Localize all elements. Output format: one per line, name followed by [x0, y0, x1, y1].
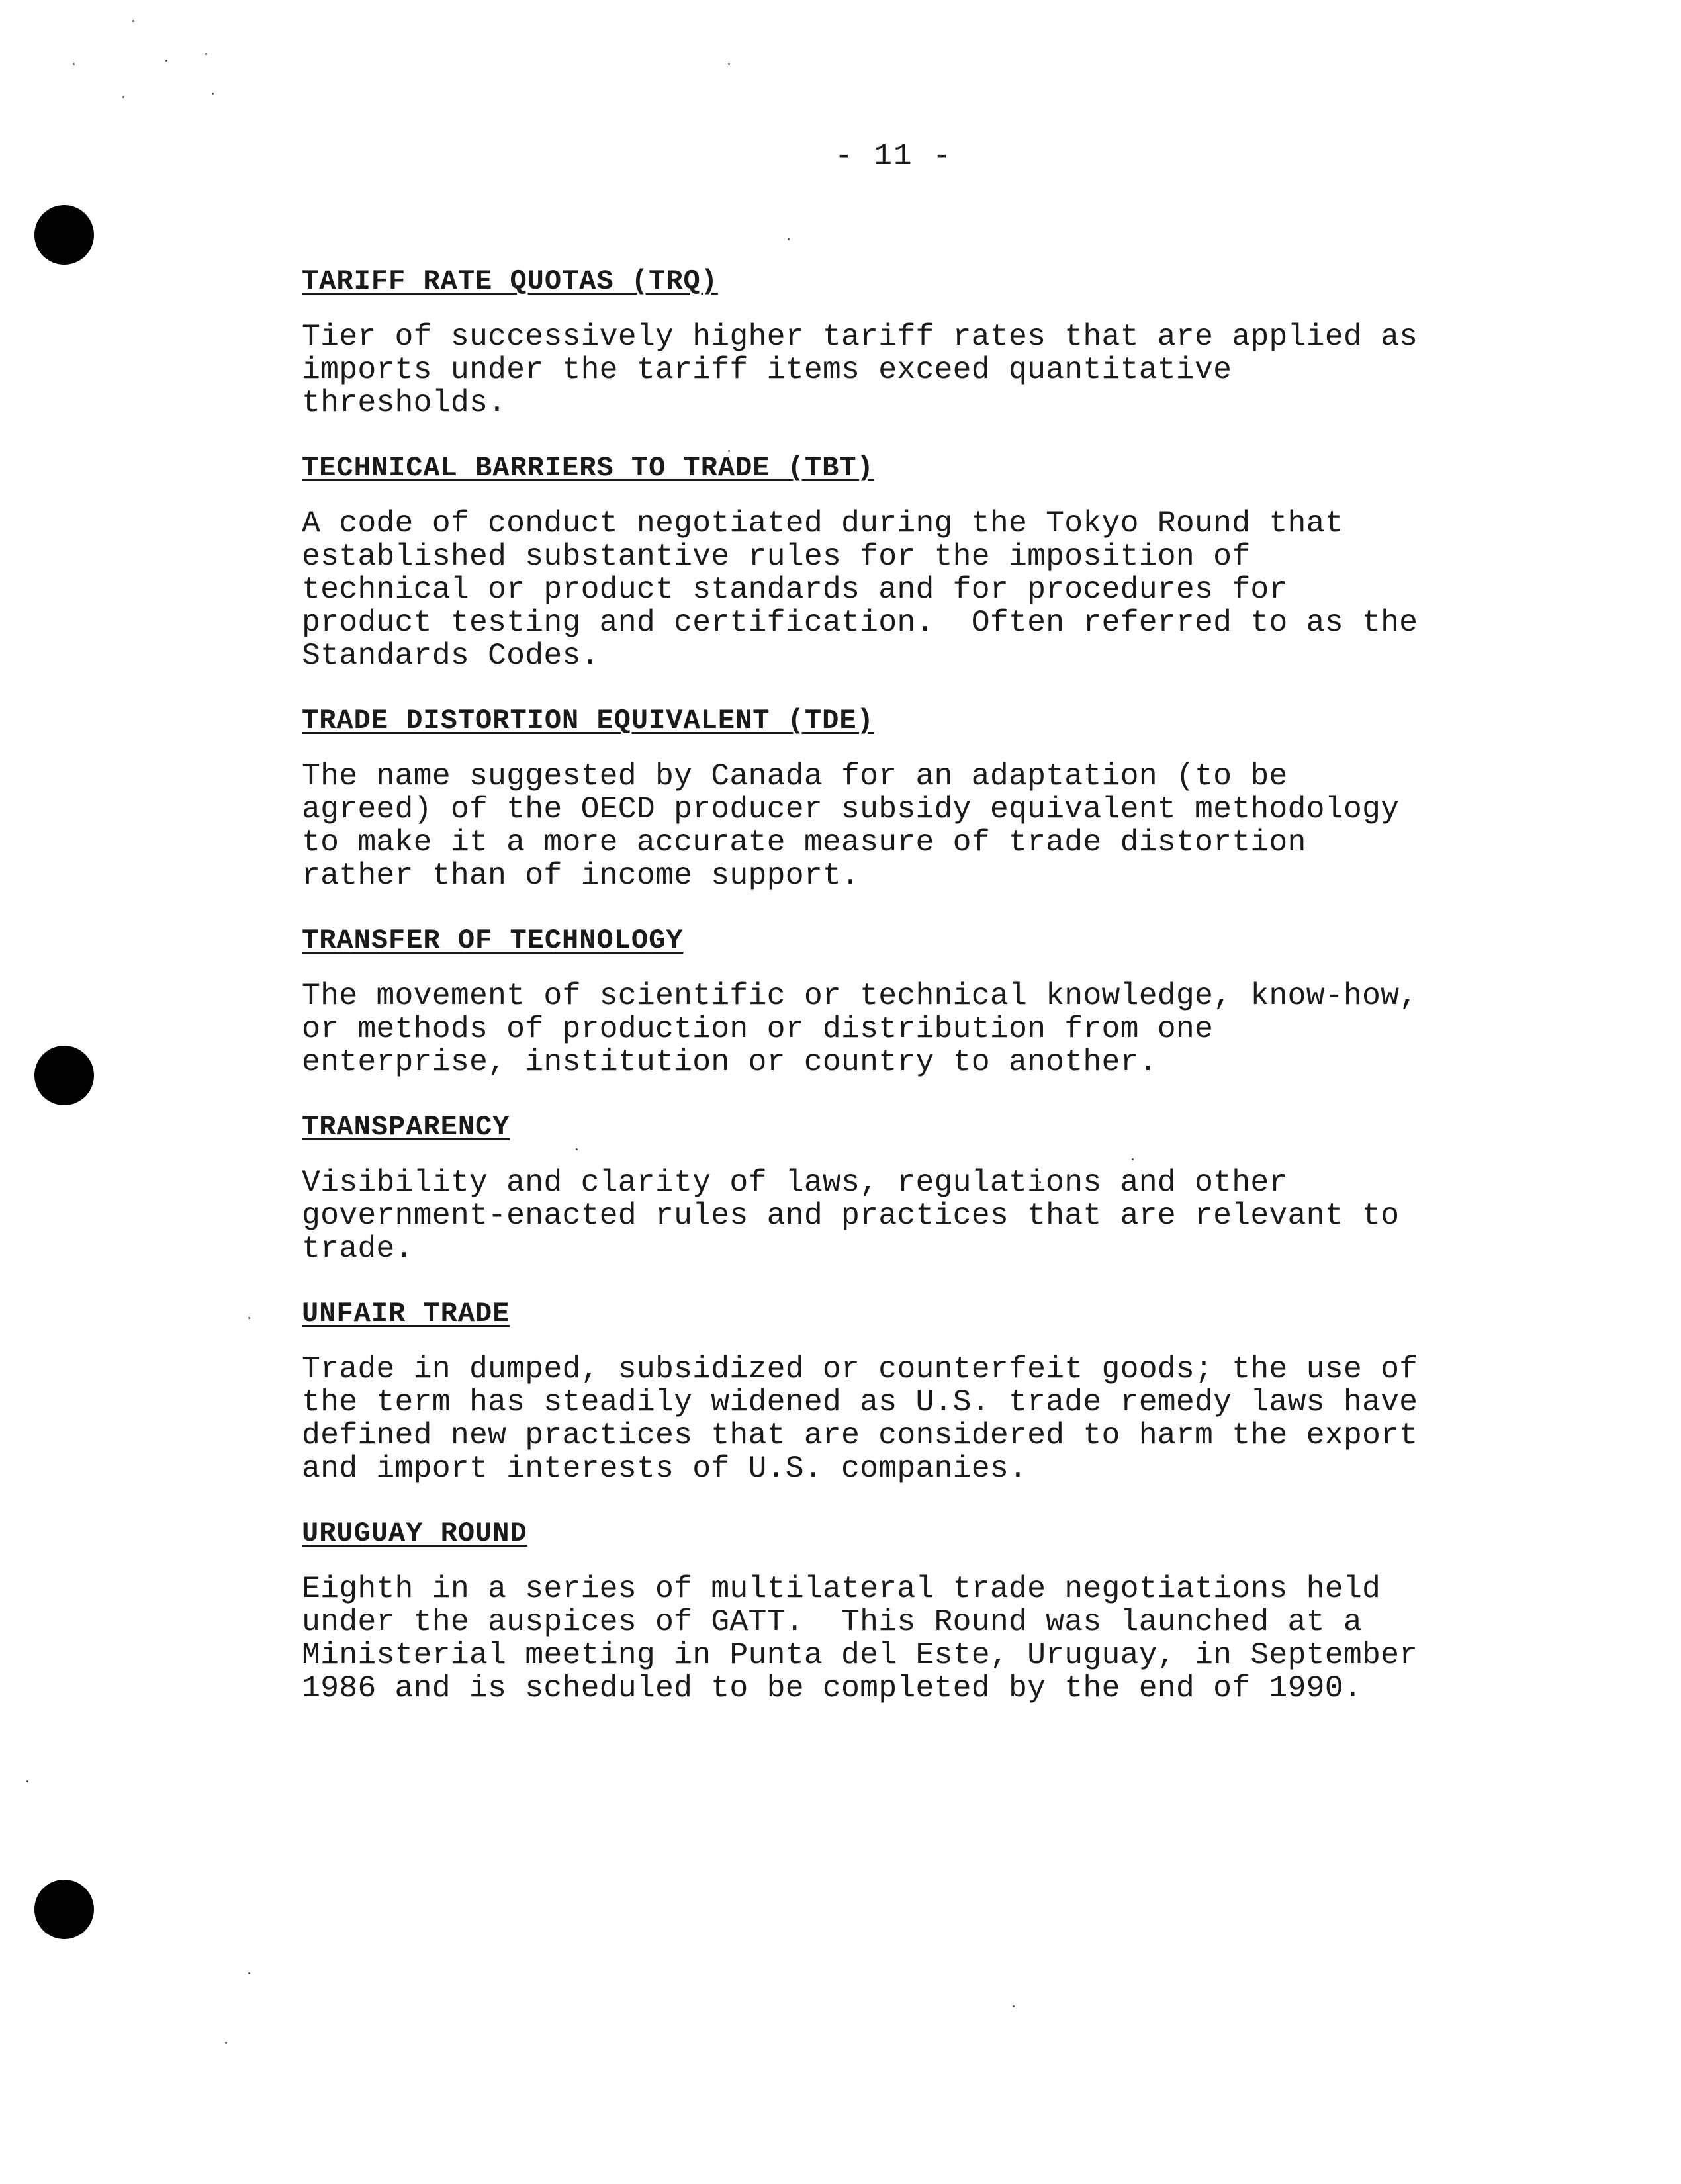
punch-hole-bottom [34, 1880, 94, 1939]
glossary-entry-unfair-trade [302, 1297, 1480, 1485]
glossary-term: TECHNICAL BARRIERS TO TRADE (TBT) [302, 452, 874, 484]
glossary-definition: A code of conduct negotiated during the Tokyo Round that established substantive rules for the imposition of technical or product standards and for procedures for product testing and certification. Often referred to as the Standards Codes. [302, 506, 1418, 673]
glossary-definition: The name suggested by Canada for an adaptation (to be agreed) of the OECD producer subsidy equivalent methodology to make it a more accurate measure of trade distortion rather than of income support. [302, 758, 1400, 893]
punch-hole-middle [34, 1046, 94, 1105]
glossary-term: TARIFF RATE QUOTAS (TRQ) [302, 265, 718, 297]
glossary-definition: The movement of scientific or technical knowledge, know-how, or methods of production or distribution from one enterprise, institution or country to another. [302, 978, 1418, 1079]
scan-speck [248, 1972, 250, 1974]
glossary-entry-uruguay-round [302, 1517, 1480, 1705]
scan-speck [132, 20, 134, 22]
scan-speck [26, 1780, 28, 1782]
glossary-definition: Trade in dumped, subsidized or counterfeit goods; the use of the term has steadily widened as U.S. trade remedy laws have defined new practices that are considered to harm the export and import interests of U.S. companies. [302, 1351, 1418, 1486]
glossary-definition: Tier of successively higher tariff rates that are applied as imports under the tariff items exceed quantitative thresholds. [302, 319, 1418, 420]
glossary-entry-trade-distortion-equivalent [302, 704, 1480, 892]
punch-hole-top [34, 205, 94, 265]
glossary-term: URUGUAY ROUND [302, 1518, 527, 1549]
scan-speck [728, 63, 730, 65]
glossary-entry-technical-barriers-to-trade [302, 451, 1480, 672]
scan-speck [212, 93, 214, 95]
scan-speck [205, 53, 207, 55]
glossary-list [302, 265, 1480, 1737]
glossary-term: TRANSFER OF TECHNOLOGY [302, 925, 684, 956]
scan-speck [73, 63, 75, 65]
glossary-entry-transfer-of-technology [302, 924, 1480, 1079]
scan-speck [1013, 2005, 1015, 2007]
glossary-definition: Eighth in a series of multilateral trade negotiations held under the auspices of GATT. This Round was launched at a Ministerial meeting in Punta del Este, Uruguay, in September 1986 and is scheduled to be completed by the end of 1990. [302, 1571, 1418, 1706]
glossary-definition: Visibility and clarity of laws, regulations and other government-enacted rules and practices that are relevant to trade. [302, 1165, 1400, 1266]
glossary-entry-tariff-rate-quotas [302, 265, 1480, 420]
scan-speck [165, 60, 167, 62]
scan-speck [248, 1317, 250, 1319]
glossary-term: UNFAIR TRADE [302, 1298, 510, 1330]
scan-speck [122, 96, 124, 98]
scan-speck [225, 2042, 227, 2044]
scan-speck [788, 238, 790, 240]
glossary-entry-transparency [302, 1111, 1480, 1265]
page-number: - 11 - [835, 139, 952, 173]
glossary-term: TRANSPARENCY [302, 1111, 510, 1143]
glossary-term: TRADE DISTORTION EQUIVALENT (TDE) [302, 705, 874, 737]
